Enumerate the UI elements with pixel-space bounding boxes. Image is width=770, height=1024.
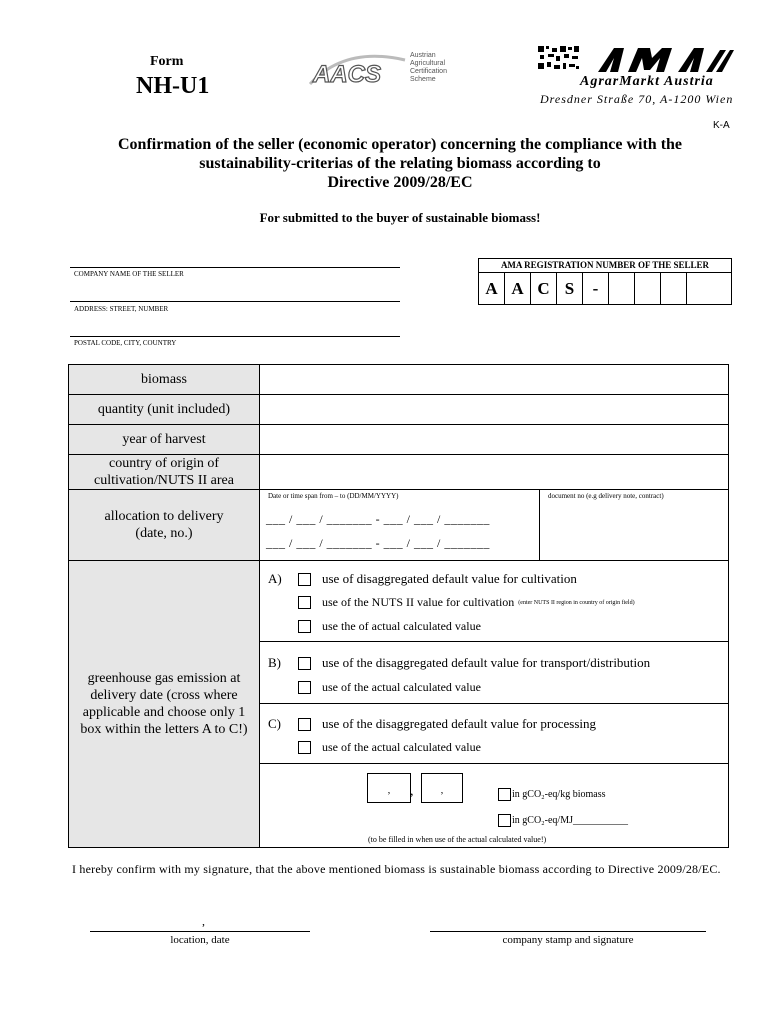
ama-address: Dresdner Straße 70, A-1200 Wien xyxy=(540,92,734,106)
biomass-label: biomass xyxy=(68,364,260,395)
location-date-label: location, date xyxy=(170,934,230,946)
quantity-field[interactable] xyxy=(259,394,729,425)
registration-cell[interactable] xyxy=(687,273,712,304)
country-field[interactable] xyxy=(259,454,729,490)
page-title: Confirmation of the seller (economic operator) concerning the compliance with the sustainability-criterias of the relating biomass according to Directive 2009/28/EC xyxy=(117,136,683,191)
doc-code: K-A xyxy=(713,120,730,131)
a-option-1-label: use of disaggregated default value for cultivation xyxy=(322,571,577,586)
form-label: Form xyxy=(150,54,184,69)
registration-cell: C xyxy=(531,273,557,304)
checkbox-unit-kg[interactable] xyxy=(498,788,511,801)
checkbox-unit-mj[interactable] xyxy=(498,814,511,827)
allocation-doc-cell[interactable] xyxy=(539,489,729,561)
checkbox-b2[interactable] xyxy=(298,681,311,694)
signature-line[interactable] xyxy=(430,931,706,932)
section-a-letter: A) xyxy=(268,571,282,586)
location-date-line[interactable] xyxy=(90,931,310,932)
checkbox-a2[interactable] xyxy=(298,596,311,609)
aacs-logo-text: AACS xyxy=(313,61,382,88)
fill-note: (to be filled in when use of the actual calculated value!) xyxy=(368,835,547,844)
address-label: ADDRESS: STREET, NUMBER xyxy=(74,305,169,313)
value-entry-section xyxy=(259,763,729,848)
section-c xyxy=(259,703,729,764)
address-field[interactable] xyxy=(70,301,400,302)
postal-field[interactable] xyxy=(70,336,400,337)
unit-mj-label: in gCO₂-eq/MJ___________ xyxy=(512,815,628,826)
registration-cell: A xyxy=(479,273,505,304)
company-name-field[interactable] xyxy=(70,267,400,268)
ghg-label: greenhouse gas emission at delivery date (cross where applicable and choose only 1 box within the letters A to C!) xyxy=(68,560,260,848)
section-b xyxy=(259,641,729,704)
stamp-signature-label: company stamp and signature xyxy=(502,934,634,946)
page-subtitle: For submitted to the buyer of sustainable biomass! xyxy=(259,210,541,225)
form-code: NH-U1 xyxy=(136,73,210,99)
registration-cell[interactable] xyxy=(635,273,661,304)
aacs-subtext: Austrian Agricultural Certification Scheme xyxy=(410,52,447,83)
date-fill-2[interactable]: ___ / ___ / _______ - ___ / ___ / _______ xyxy=(266,536,490,550)
checkbox-a3[interactable] xyxy=(298,620,311,633)
registration-cell: A xyxy=(505,273,531,304)
registration-cell[interactable] xyxy=(609,273,635,304)
checkbox-b1[interactable] xyxy=(298,657,311,670)
allocation-date-cell xyxy=(259,489,540,561)
date-fill-1[interactable]: ___ / ___ / _______ - ___ / ___ / _______ xyxy=(266,512,490,526)
country-label: country of origin of cultivation/NUTS II area xyxy=(68,454,260,490)
unit-kg-label: in gCO₂-eq/kg biomass xyxy=(512,789,606,800)
registration-header: AMA REGISTRATION NUMBER OF THE SELLER xyxy=(479,259,731,273)
registration-cell: S xyxy=(557,273,583,304)
confirmation-text: I hereby confirm with my signature, that the above mentioned biomass is sustainable biomass according to Directive 2009/28/EC. xyxy=(72,862,721,876)
company-name-label: COMPANY NAME OF THE SELLER xyxy=(74,270,184,278)
quantity-label: quantity (unit included) xyxy=(68,394,260,425)
a-option-2-label: use of the NUTS II value for cultivation xyxy=(322,595,515,609)
a-option-3-label: use the of actual calculated value xyxy=(322,619,481,633)
b-option-2-label: use of the actual calculated value xyxy=(322,680,481,694)
biomass-field[interactable] xyxy=(259,364,729,395)
decimal-comma: , xyxy=(410,784,414,799)
c-option-1-label: use of the disaggregated default value for processing xyxy=(322,716,596,731)
checkbox-c1[interactable] xyxy=(298,718,311,731)
checkbox-a1[interactable] xyxy=(298,573,311,586)
aacs-logo xyxy=(305,52,475,92)
doc-header: document no (e.g delivery note, contract) xyxy=(548,492,664,500)
registration-cell: - xyxy=(583,273,609,304)
section-c-letter: C) xyxy=(268,716,281,731)
date-header: Date or time span from – to (DD/MM/YYYY) xyxy=(268,492,399,500)
year-label: year of harvest xyxy=(68,424,260,455)
value-integer-box[interactable]: , xyxy=(367,773,411,803)
signature-comma: , xyxy=(202,914,205,928)
ama-registration-box xyxy=(478,258,732,305)
section-b-letter: B) xyxy=(268,655,281,670)
ama-name: AgrarMarkt Austria xyxy=(580,74,714,89)
registration-cell[interactable] xyxy=(661,273,687,304)
b-option-1-label: use of the disaggregated default value for transport/distribution xyxy=(322,655,651,670)
ama-logo xyxy=(538,44,734,74)
c-option-2-label: use of the actual calculated value xyxy=(322,740,481,754)
year-field[interactable] xyxy=(259,424,729,455)
value-decimal-box[interactable]: , xyxy=(421,773,463,803)
section-a xyxy=(259,560,729,642)
a-option-2-note: (enter NUTS II region in country of origin field) xyxy=(518,599,635,606)
postal-label: POSTAL CODE, CITY, COUNTRY xyxy=(74,339,177,347)
allocation-label: allocation to delivery (date, no.) xyxy=(68,489,260,561)
checkbox-c2[interactable] xyxy=(298,741,311,754)
